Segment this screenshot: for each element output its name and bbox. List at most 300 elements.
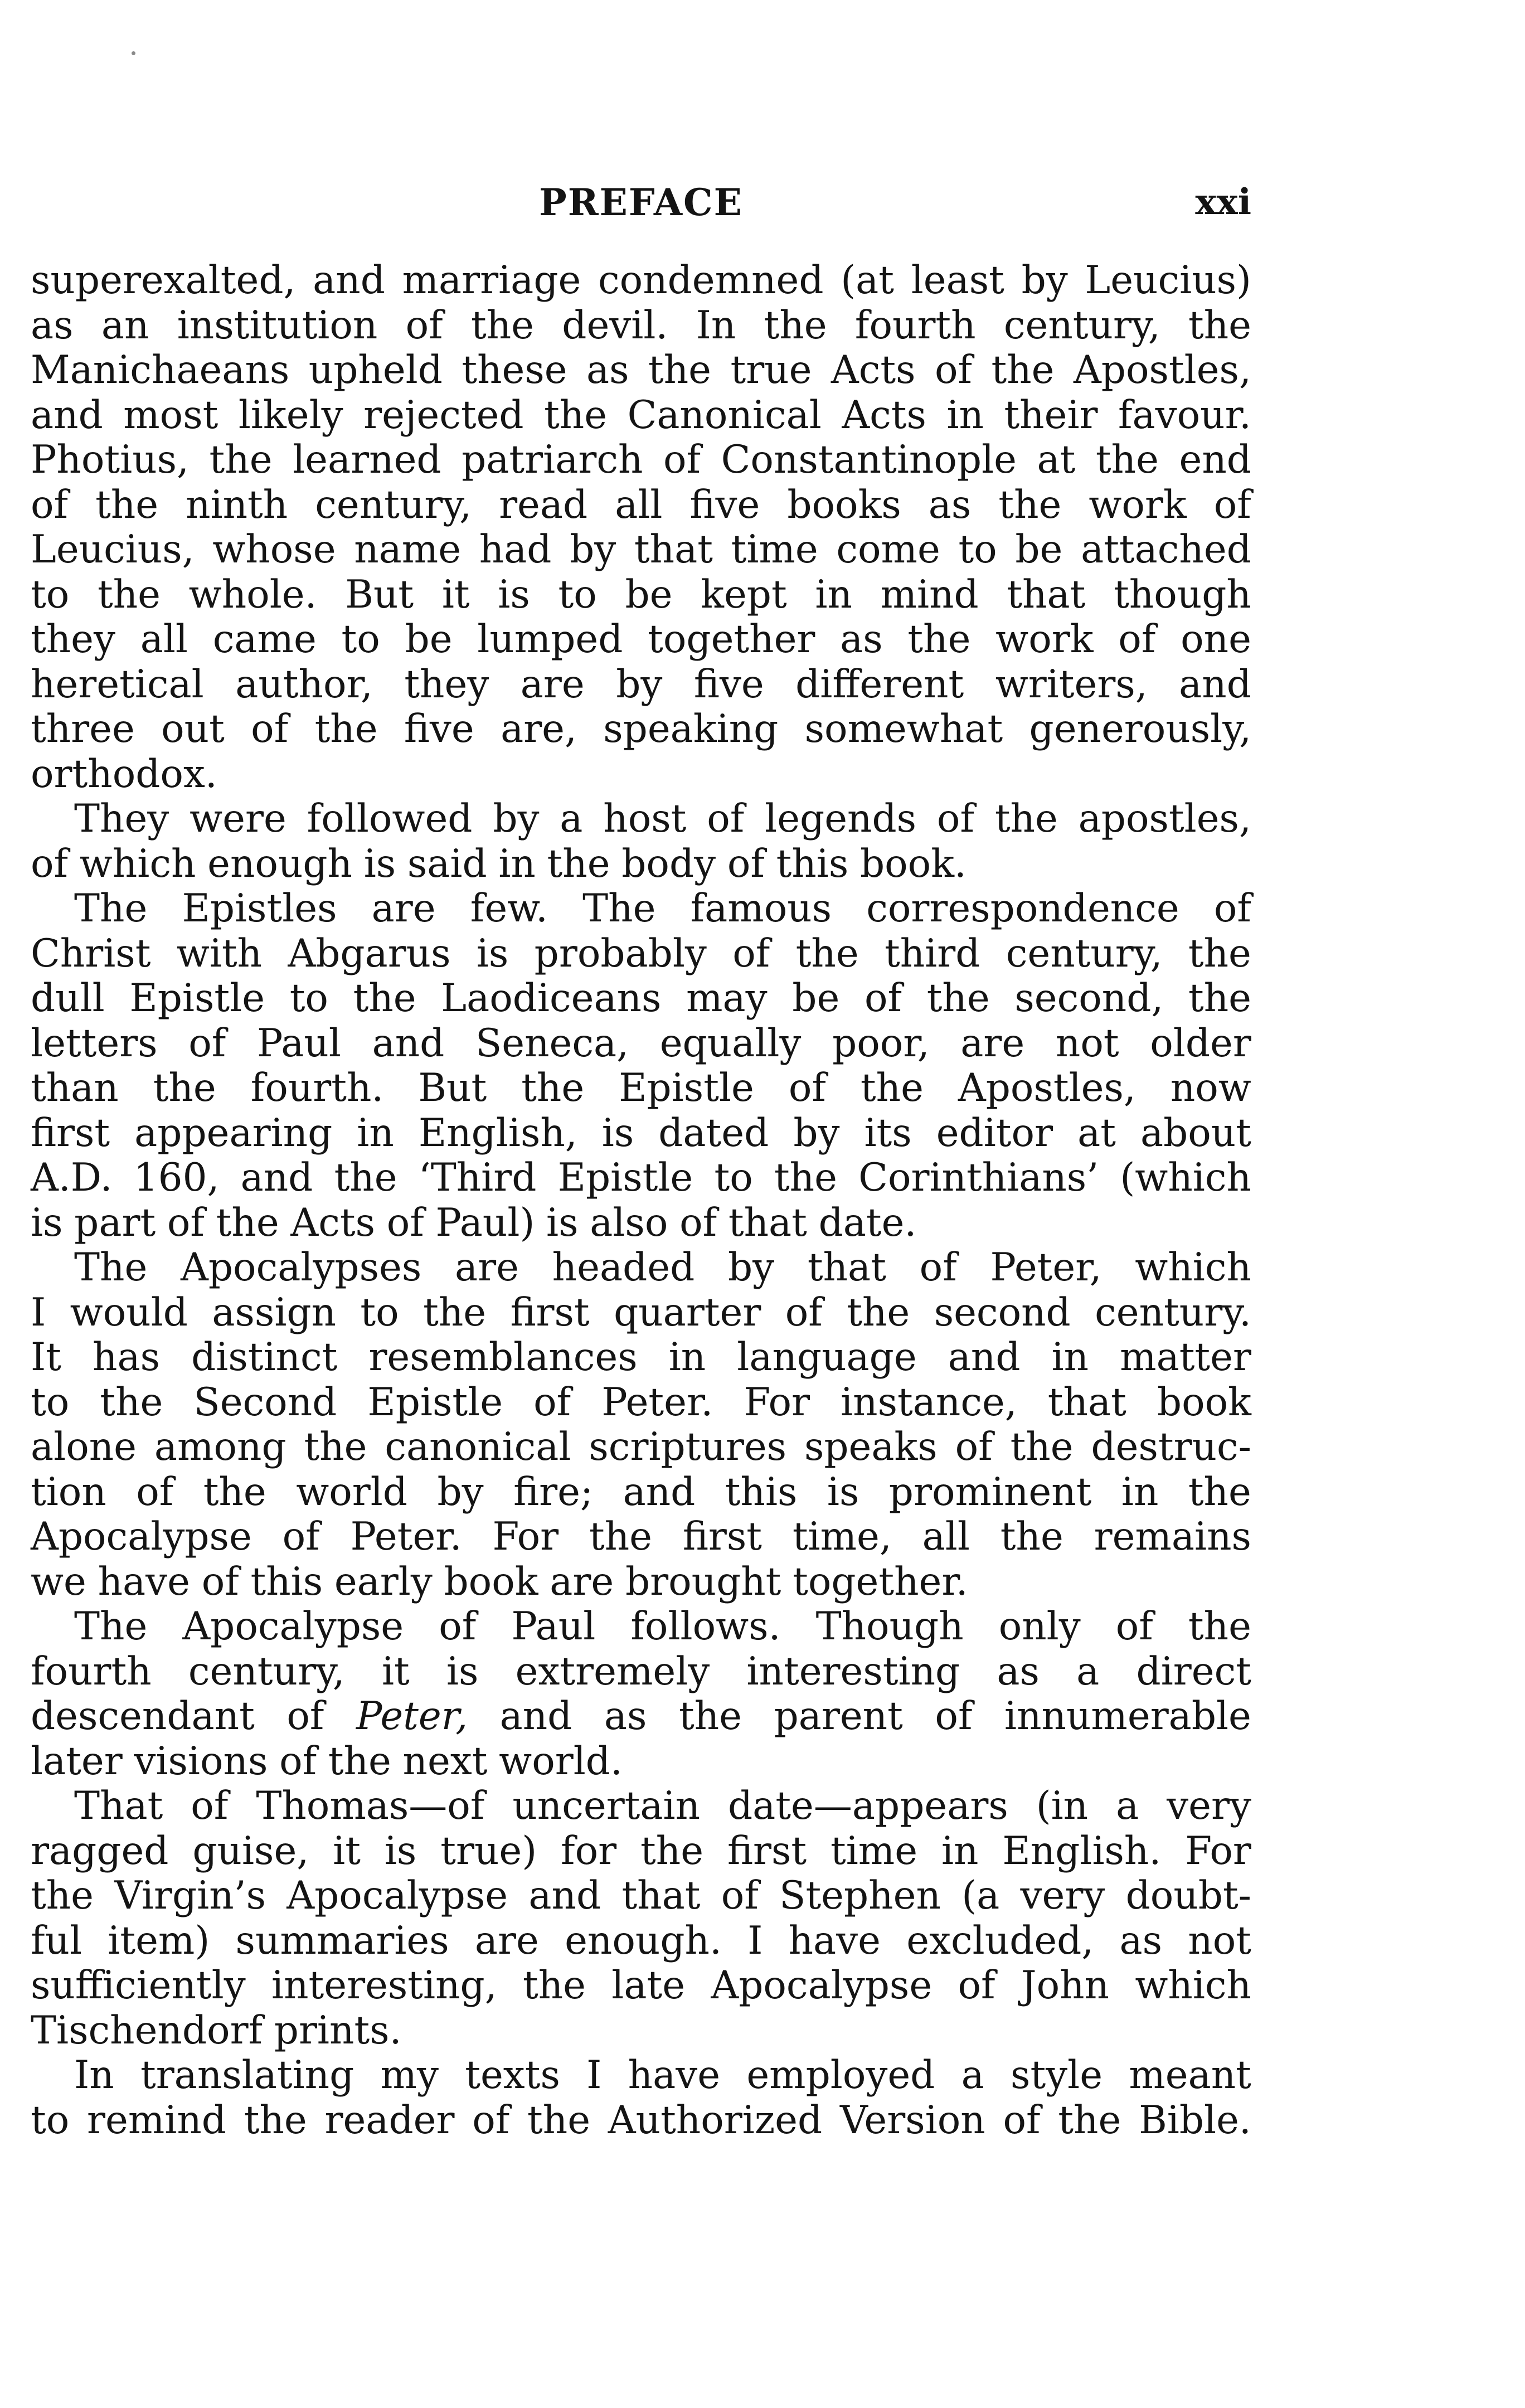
word: they [404, 662, 489, 707]
word: the [1058, 2098, 1121, 2143]
word: alone [31, 1425, 137, 1469]
word: the [304, 1425, 367, 1469]
word: of [732, 931, 770, 976]
body-text [31, 258, 1251, 2143]
word: Virgin’s [114, 1873, 266, 1918]
word: correspondence [866, 886, 1179, 931]
word: that [1047, 1380, 1126, 1425]
text-line [31, 617, 1251, 662]
word: (a [961, 1873, 1000, 1918]
word: of [864, 976, 902, 1021]
word: scriptures [589, 1425, 787, 1469]
word: for [561, 1828, 617, 1873]
word: the [1188, 1604, 1251, 1649]
word: the [648, 348, 712, 392]
text-line [31, 393, 1251, 438]
word: it [381, 1649, 410, 1694]
word: employed [746, 2053, 935, 2098]
word: reader [324, 2098, 455, 2143]
text-line [31, 1156, 1251, 1201]
word: remains [1094, 1514, 1251, 1559]
word: out [161, 707, 225, 751]
word: and [1179, 662, 1251, 707]
word: older [1150, 1021, 1251, 1066]
word: Thomas—of [256, 1784, 485, 1828]
word: first [510, 1290, 590, 1335]
word: their [1004, 392, 1098, 438]
word: the [334, 1156, 397, 1200]
word: have [98, 1559, 190, 1604]
word: Epistle [619, 1066, 754, 1110]
word: is [476, 931, 509, 976]
word: language [737, 1335, 917, 1380]
word: translating [140, 2053, 354, 2098]
word: the [640, 1828, 704, 1873]
word: in [946, 392, 984, 438]
text-line [31, 1829, 1251, 1874]
word: remind [87, 2098, 226, 2143]
word: generously, [1029, 707, 1251, 751]
word: first [31, 1110, 110, 1156]
word: which [1135, 1963, 1251, 2008]
word: excluded, [906, 1918, 1094, 1963]
word: all [922, 1514, 970, 1559]
word: The [74, 1245, 148, 1290]
word: Constantinople [721, 438, 1017, 482]
text-line [31, 303, 1251, 348]
word: be [1015, 527, 1063, 572]
word: by [493, 797, 540, 841]
word: The [74, 886, 148, 931]
text-line [31, 1111, 1251, 1156]
word: time [831, 1828, 918, 1873]
word: be [625, 572, 673, 617]
word: extremely [515, 1649, 710, 1694]
word: work [1089, 482, 1187, 527]
word: of [472, 2098, 510, 2143]
word: Laodiceans [441, 976, 662, 1021]
word: second [934, 1290, 1071, 1335]
word: the [216, 1200, 279, 1245]
word: Apocalypse [31, 1514, 252, 1559]
word: headed [552, 1245, 695, 1290]
word: marriage [402, 258, 581, 303]
word: the [1010, 1425, 1074, 1469]
word: of [1003, 2098, 1041, 2143]
word: the [244, 2098, 307, 2143]
word: ful [31, 1918, 82, 1963]
word: fourth [854, 303, 976, 348]
text-line [31, 886, 1251, 931]
word: of [788, 1066, 826, 1110]
word: of [386, 1200, 424, 1245]
word: But [345, 572, 414, 617]
word: in [357, 1110, 394, 1156]
word: the [97, 572, 161, 617]
word: of [955, 1425, 993, 1469]
word: have [628, 2053, 721, 2098]
word: author, [235, 662, 373, 707]
word: of [191, 1784, 229, 1828]
text-line [31, 1694, 1251, 1739]
word: is [601, 1110, 634, 1156]
word: first [727, 1828, 807, 1873]
word: first [682, 1514, 762, 1559]
word: I [747, 1918, 763, 1963]
word: of [31, 482, 69, 527]
word: a [1076, 1649, 1100, 1694]
word: Epistle [557, 1156, 693, 1200]
word: Apostles, [1073, 348, 1251, 392]
text-line [31, 931, 1251, 977]
word: destruc- [1091, 1425, 1251, 1469]
word: to [31, 2098, 70, 2143]
word: all [615, 482, 663, 527]
word: time [731, 527, 818, 572]
word: has [93, 1335, 161, 1380]
word: uncertain [512, 1784, 701, 1828]
word: the [328, 1739, 391, 1784]
word: to [341, 617, 380, 662]
word: The [582, 886, 656, 931]
word: Peter, [356, 1694, 468, 1739]
word: prominent [888, 1469, 1092, 1514]
word: all [140, 617, 188, 662]
text-line [31, 1335, 1251, 1380]
word: are [371, 886, 436, 931]
word: the [589, 1514, 652, 1559]
word: Tischendorf [31, 2008, 263, 2053]
word: direct [1136, 1649, 1251, 1694]
word: third [885, 931, 980, 976]
word: few. [470, 886, 548, 931]
word: of [167, 1200, 205, 1245]
word: Apocalypse [286, 1873, 508, 1918]
word: end [1179, 438, 1251, 482]
word: Though [815, 1604, 964, 1649]
word: English. [1002, 1828, 1162, 1873]
word: is [827, 1469, 859, 1514]
word: Apocalypse [182, 1604, 404, 1649]
word: summaries [235, 1918, 449, 1963]
word: tion [31, 1469, 106, 1514]
word: orthodox. [31, 751, 217, 797]
word: lumped [477, 617, 623, 662]
word: The [74, 1604, 148, 1649]
word: that [621, 1873, 701, 1918]
word: of [188, 1021, 226, 1066]
word: as [997, 1649, 1040, 1694]
word: which [1135, 1245, 1251, 1290]
word: time, [792, 1514, 892, 1559]
word: by [1021, 258, 1068, 303]
word: ‘Third [418, 1156, 537, 1200]
word: century, [1003, 303, 1160, 348]
word: world [296, 1469, 408, 1514]
word: innumerable [1004, 1694, 1251, 1739]
text-line [31, 1873, 1251, 1919]
word: patriarch [462, 438, 643, 482]
text-line [31, 1201, 1251, 1246]
word: of [251, 707, 289, 751]
word: resemblances [368, 1335, 638, 1380]
word: and [240, 1156, 313, 1200]
word: century, [315, 482, 472, 527]
text-line [31, 2098, 1251, 2143]
word: three [31, 707, 135, 751]
word: not [1055, 1021, 1119, 1066]
word: dull [31, 976, 105, 1021]
word: it [441, 572, 470, 617]
word: is [384, 1828, 417, 1873]
word: attached [1081, 527, 1251, 572]
word: of [405, 303, 443, 348]
word: as [1119, 1918, 1163, 1963]
word: Paul [256, 1021, 341, 1066]
word: guise, [192, 1828, 309, 1873]
word: a [961, 2053, 984, 2098]
word: of [785, 1290, 823, 1335]
word: least [911, 258, 1004, 303]
word: the [860, 1066, 924, 1110]
word: are [454, 1245, 519, 1290]
word: whole. [188, 572, 317, 617]
word: and [948, 1335, 1021, 1380]
word: parent [774, 1694, 903, 1739]
word: style [1011, 2053, 1103, 2098]
word: of [533, 1380, 571, 1425]
word: superexalted, [31, 258, 296, 303]
word: whose [212, 527, 336, 572]
word: the [423, 1290, 487, 1335]
text-line [31, 572, 1251, 618]
text-line [31, 1919, 1251, 1964]
word: the [471, 303, 535, 348]
word: the [95, 482, 159, 527]
word: are, [501, 707, 577, 751]
word: different [795, 662, 964, 707]
word: the [679, 1694, 742, 1739]
word: to [289, 976, 328, 1021]
word: It [31, 1335, 61, 1380]
word: said [407, 841, 487, 886]
word: brought [625, 1559, 781, 1604]
word: Peter. [601, 1380, 713, 1425]
text-line [31, 2053, 1251, 2098]
word: interesting, [271, 1963, 497, 2008]
text-line [31, 2008, 1251, 2053]
word: the [847, 1290, 910, 1335]
word: world. [499, 1739, 623, 1784]
word: as [586, 348, 629, 392]
word: rejected [363, 392, 524, 438]
word: devil. [562, 303, 668, 348]
word: Second [193, 1380, 337, 1425]
word: books [787, 482, 901, 527]
word: of [201, 1559, 239, 1604]
word: of [1115, 1604, 1153, 1649]
word: five [689, 482, 760, 527]
word: my [380, 2053, 439, 2098]
word: would [70, 1290, 188, 1335]
word: of [958, 1963, 995, 2008]
word: the [998, 482, 1062, 527]
word: (in [1036, 1784, 1089, 1828]
word: is [31, 1200, 63, 1245]
word: in [941, 1828, 979, 1873]
word: Stephen [779, 1873, 941, 1918]
word: Abgarus [288, 931, 451, 976]
word: that [728, 1200, 807, 1245]
word: to [558, 572, 597, 617]
word: among [154, 1425, 286, 1469]
word: item) [108, 1918, 210, 1963]
word: the [527, 2098, 591, 2143]
word: name [354, 527, 462, 572]
word: assign [212, 1290, 336, 1335]
word: follows. [630, 1604, 781, 1649]
word: and [31, 392, 103, 438]
word: by [570, 527, 616, 572]
word: together. [793, 1559, 968, 1604]
word: which [79, 841, 196, 886]
word: editor [936, 1110, 1053, 1156]
text-line [31, 1649, 1251, 1695]
text-line [31, 1290, 1251, 1336]
word: second, [1014, 976, 1164, 1021]
word: famous [690, 886, 832, 931]
word: the [764, 303, 827, 348]
word: and [623, 1469, 696, 1514]
word: the [991, 348, 1055, 392]
word: Version [839, 2098, 985, 2143]
text-line [31, 1514, 1251, 1560]
word: came [212, 617, 317, 662]
word: book [444, 1559, 538, 1604]
word: it [333, 1828, 361, 1873]
word: the [994, 797, 1058, 841]
word: quarter [614, 1290, 761, 1335]
word: to [360, 1290, 399, 1335]
word: about [1140, 1110, 1251, 1156]
word: visions [134, 1739, 268, 1784]
word: had [479, 527, 552, 572]
word: at [1037, 438, 1076, 482]
word: five [404, 707, 474, 751]
word: fourth. [250, 1066, 384, 1110]
word: Bible. [1139, 2098, 1251, 2143]
running-head [31, 177, 1251, 227]
word: likely [238, 392, 343, 438]
word: are [960, 1021, 1025, 1066]
word: in [498, 841, 536, 886]
word: the [1188, 931, 1251, 976]
word: five [693, 662, 764, 707]
word: of [286, 1694, 324, 1739]
word: is [446, 1649, 479, 1694]
word: by [793, 1110, 840, 1156]
page-number: xxi [1195, 181, 1251, 223]
word: this [776, 841, 849, 886]
word: be [405, 617, 453, 662]
word: Seneca, [475, 1021, 629, 1066]
word: the [522, 1963, 586, 2008]
word: to [958, 527, 997, 572]
word: speaking [603, 707, 779, 751]
word: the [521, 1066, 585, 1110]
word: writers, [995, 662, 1148, 707]
word: A.D. [31, 1156, 113, 1200]
word: of [136, 1469, 174, 1514]
word: by [728, 1245, 775, 1290]
text-line [31, 1245, 1251, 1290]
word: canonical [385, 1425, 571, 1469]
word: century. [1095, 1290, 1251, 1335]
word: Acts [831, 348, 916, 392]
word: as [31, 303, 74, 348]
word: Manichaeans [31, 348, 290, 392]
word: late [611, 1963, 686, 2008]
word: book [1157, 1380, 1251, 1425]
text-line [31, 1963, 1251, 2008]
word: in [1121, 1469, 1159, 1514]
word: matter [1120, 1335, 1251, 1380]
word: an [101, 303, 149, 348]
text-line [31, 752, 1251, 797]
word: Apocalypse [711, 1963, 933, 2008]
word: century, [1006, 931, 1163, 976]
word: probably [534, 931, 707, 976]
word: in [815, 572, 852, 617]
word: are [520, 662, 585, 707]
word: were [190, 797, 286, 841]
text-line [31, 1560, 1251, 1605]
word: interesting [746, 1649, 960, 1694]
word: next [402, 1739, 488, 1784]
word: come [836, 527, 940, 572]
word: is [363, 841, 396, 886]
text-line [31, 1425, 1251, 1470]
word: the [314, 707, 378, 751]
word: of [727, 841, 765, 886]
word: later [31, 1739, 123, 1784]
word: host [603, 797, 687, 841]
word: Epistle [367, 1380, 503, 1425]
word: the [547, 841, 610, 886]
word: and [499, 1694, 572, 1739]
word: now [1170, 1066, 1251, 1110]
word: of [1118, 617, 1156, 662]
word: sufficiently [31, 1963, 246, 2008]
word: the [926, 976, 990, 1021]
word: to [31, 572, 70, 617]
text-line [31, 527, 1251, 572]
word: Authorized [608, 2098, 823, 2143]
word: may [686, 976, 768, 1021]
word: of [1213, 886, 1251, 931]
word: (which [1120, 1156, 1251, 1200]
word: Canonical [627, 392, 822, 438]
word: a [560, 797, 583, 841]
word: They [74, 797, 169, 841]
word: Corinthians’ [858, 1156, 1099, 1200]
word: a [1116, 1784, 1139, 1828]
word: Photius, [31, 438, 189, 482]
word: That [74, 1784, 163, 1828]
word: the [153, 1066, 216, 1110]
ink-speck [132, 51, 135, 55]
word: not [1188, 1918, 1251, 1963]
